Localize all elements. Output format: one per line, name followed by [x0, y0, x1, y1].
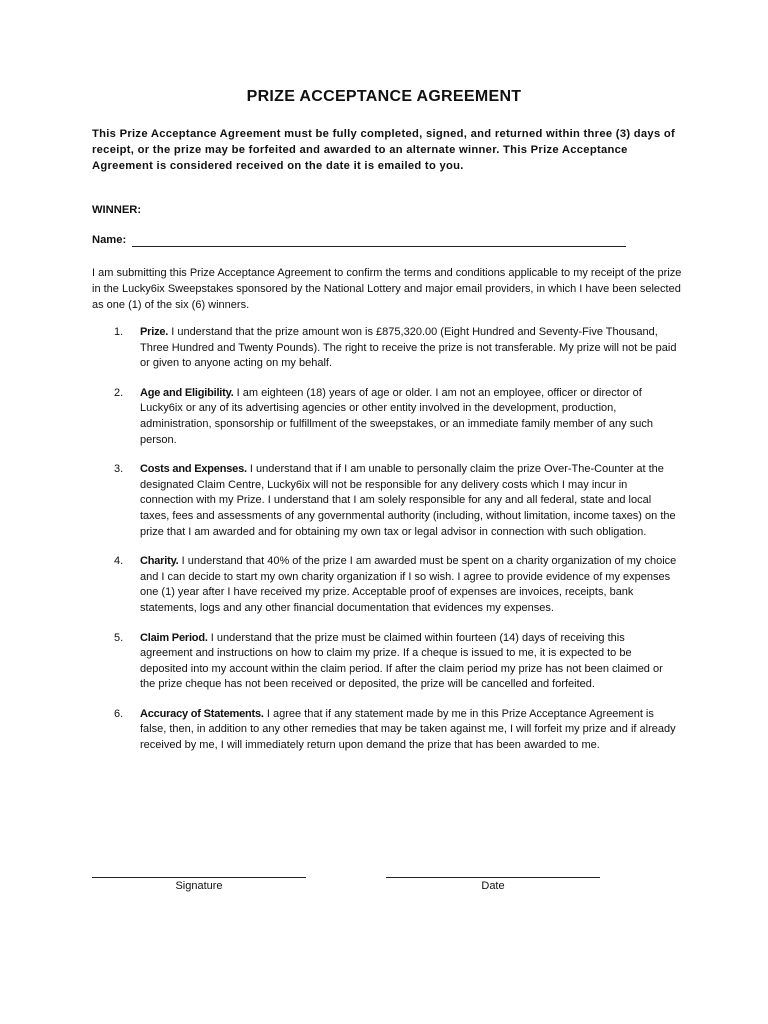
item-heading: Claim Period. — [140, 631, 208, 644]
item-heading: Charity. — [140, 555, 179, 568]
item-number: 1. — [114, 326, 124, 338]
item-text: I understand that 40% of the prize I am awarded must be spent on a charity organization of my choice and I can decide to start my own charity organization if I so wish. I agree to provide evidence of my expenses one (1) year after I have received my prize. Acceptable proof of expenses are invoices, receipts, bank statements, logs and any other financial documentation that evidences my expenses. — [140, 555, 677, 614]
signature-line[interactable] — [92, 877, 306, 878]
item-number: 6. — [114, 707, 124, 720]
list-item — [92, 554, 692, 616]
item-text: I understand that the prize amount won is £875,320.00 (Eight Hundred and Seventy-Five Thousand, Three Hundred and Twenty Pounds). The right to receive the prize is not transferable. My prize will not be paid or given to anyone acting on my behalf. — [140, 326, 677, 370]
item-text: I agree that if any statement made by me in this Prize Acceptance Agreement is false, then, in addition to any other remedies that may be taken against me, I will forfeit my prize and if already received by me, I will immediately return upon demand the prize that has been awarded to me. — [140, 707, 676, 752]
item-text: I understand that the prize must be claimed within fourteen (14) days of receiving this agreement and instructions on how to claim my prize. If a cheque is issued to me, it is expected to be deposited into my account within the claim period. If after the claim period my prize has not been claimed or the prize cheque has not been received or deposited, the prize will be cancelled and forfeited. — [140, 631, 663, 691]
page-title: PRIZE ACCEPTANCE AGREEMENT — [246, 88, 522, 105]
item-number: 5. — [114, 631, 124, 644]
name-field[interactable] — [132, 246, 626, 247]
terms-list — [92, 325, 692, 768]
item-text: I understand that if I am unable to personally claim the prize Over-The-Counter at the designated Claim Centre, Lucky6ix will not be responsible for any delivery costs which I may incur in connection with my Prize. I understand that I am solely responsible for any and all federal, state and local taxes, fees and assessments of any governmental authority (including, without limitation, income taxes) on the prize that I am awarded and for obtaining my own tax or legal advisor in connection with such obligation. — [140, 463, 676, 538]
intro-notice: This Prize Acceptance Agreement must be fully completed, signed, and returned within three (3) days of receipt, or the prize may be forfeited and awarded to an alternate winner. This Prize Acceptance Agreement is considered received on the date it is emailed to you. — [92, 128, 676, 172]
item-number: 2. — [114, 386, 124, 399]
signature-label: Signature — [175, 880, 223, 892]
winner-label: WINNER: — [92, 204, 142, 216]
item-heading: Age and Eligibility. — [140, 386, 234, 399]
item-number: 4. — [114, 555, 124, 568]
list-item — [92, 707, 692, 754]
list-item — [92, 386, 692, 448]
item-heading: Accuracy of Statements. — [140, 707, 264, 720]
list-item — [92, 462, 692, 540]
acceptance-statement: I am submitting this Prize Acceptance Agreement to confirm the terms and conditions applicable to my receipt of the prize in the Lucky6ix Sweepstakes sponsored by the National Lottery and major email providers, in which I have been selected as one (1) of the six (6) winners. — [92, 267, 682, 311]
date-label: Date — [481, 880, 505, 892]
name-field-row — [92, 234, 632, 250]
list-item — [92, 325, 692, 372]
list-item — [92, 631, 692, 693]
item-heading: Prize. — [140, 326, 169, 338]
item-text: I am eighteen (18) years of age or older. I am not an employee, officer or director of Lucky6ix or any of its advertising agencies or other entity involved in the development, production, administration, sponsorship or fulfillment of the sweepstakes, or an immediate family member of any such person. — [140, 386, 653, 446]
date-line[interactable] — [386, 877, 600, 878]
item-number: 3. — [114, 463, 124, 476]
item-heading: Costs and Expenses. — [140, 463, 247, 476]
name-label: Name: — [92, 234, 127, 246]
